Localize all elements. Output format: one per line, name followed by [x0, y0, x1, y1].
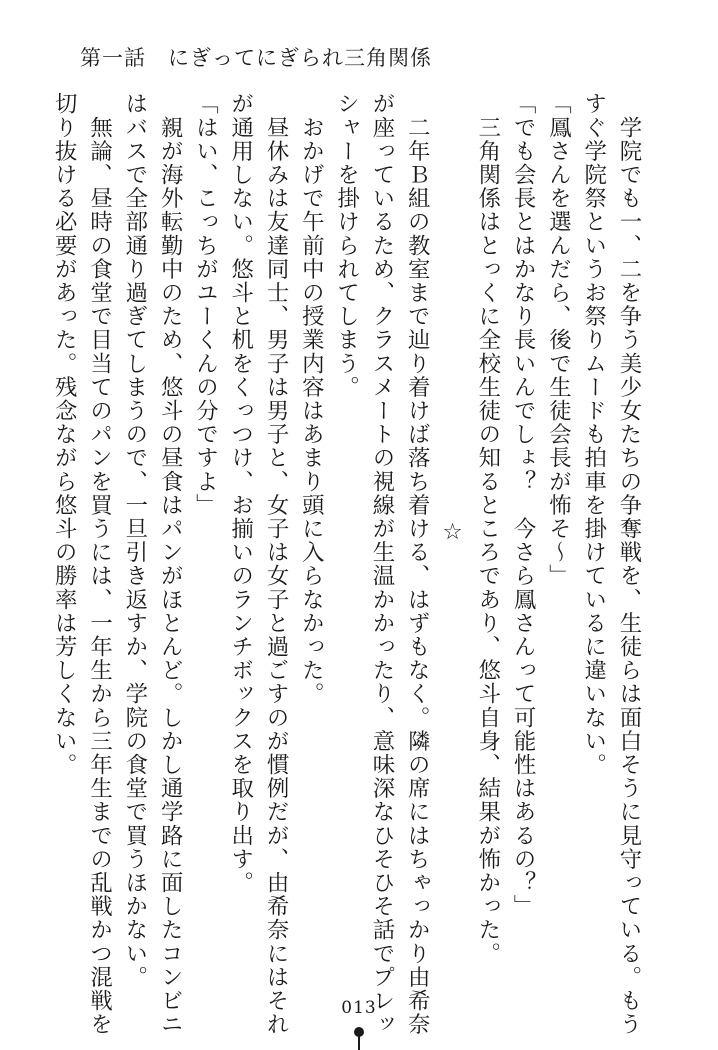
text-line: 二年Ｂ組の教室まで辿り着けば落ち着ける、はずもなく。隣の席にはちゃっかり由希奈	[404, 92, 431, 1036]
page-number: 013	[341, 998, 377, 1018]
text-line: シャーを掛けられてしまう。	[333, 92, 360, 399]
chapter-header: 第一話 にぎってにぎられ三角関係	[80, 46, 432, 70]
text-line: はバスで全部通り過ぎてしまうので、一旦引き返すか、学院の食堂で買うほかない。	[121, 92, 148, 989]
text-line: 切り抜ける必要があった。残念ながら悠斗の勝率は芳しくない。	[51, 92, 78, 777]
text-line: が座っているため、クラスメートの視線が生温かかったり、意味深なひそひそ話でプレッ	[368, 92, 395, 1036]
text-line: 「鳳さんを選んだら、後で生徒会長が怖そ～」	[545, 92, 572, 588]
text-line: 「でも会長とはかなり長いんでしょ？ 今さら鳳さんって可能性はあるの？」	[510, 92, 537, 918]
text-line: 「はい、こっちがユーくんの分ですよ」	[192, 92, 219, 517]
section-break-star: ☆	[439, 519, 466, 545]
text-line: が通用しない。悠斗と机をくっつけ、お揃いのランチボックスを取り出す。	[227, 92, 254, 895]
page-marker-line	[358, 1036, 360, 1050]
text-line: 学院でも一、二を争う美少女たちの争奪戦を、生徒らは面白そうに見守っている。もう	[616, 92, 642, 1036]
text-line: 三角関係はとっくに全校生徒の知るところであり、悠斗自身、結果が怖かった。	[474, 92, 501, 966]
text-line: 無論、昼時の食堂で目当てのパンを買うには、一年生から三年生までの乱戦かつ混戦を	[86, 92, 113, 1036]
text-line: 昼休みは友達同士、男子は男子と、女子は女子と過ごすのが慣例だが、由希奈にはそれ	[263, 92, 290, 1036]
text-line: すぐ学院祭というお祭りムードも拍車を掛けているに違いない。	[580, 92, 607, 777]
text-line: おかげで午前中の授業内容はあまり頭に入らなかった。	[298, 92, 325, 706]
text-line: 親が海外転勤中のため、悠斗の昼食はパンがほとんど。しかし通学路に面したコンビニ	[157, 92, 184, 1036]
